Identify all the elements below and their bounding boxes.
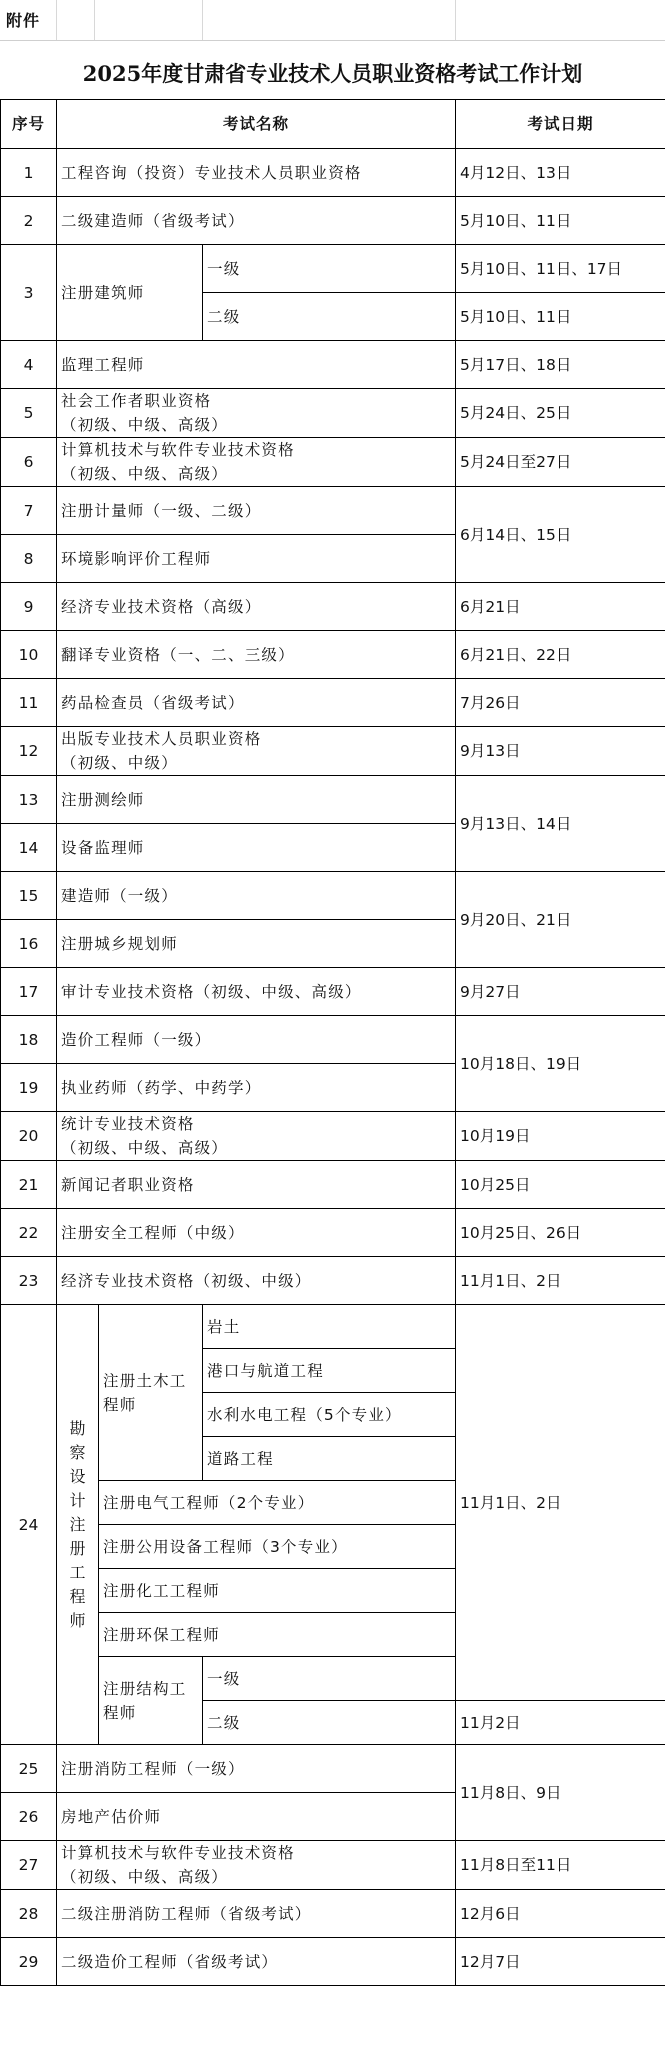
exam-date: 11月2日 xyxy=(456,1701,665,1745)
exam-name: 建造师（一级） xyxy=(57,872,456,920)
category-label: 勘 察 设 计 注 册 工 程 师 xyxy=(57,1305,99,1745)
table-row xyxy=(1,1016,665,1064)
exam-name: 设备监理师 xyxy=(57,824,456,872)
exam-name: 二级建造师（省级考试） xyxy=(57,197,456,245)
table-row xyxy=(1,149,665,197)
exam-specialty: 岩土 xyxy=(203,1305,456,1349)
table-row xyxy=(1,679,665,727)
row-no: 3 xyxy=(1,245,57,341)
row-no: 7 xyxy=(1,487,57,535)
exam-specialty: 港口与航道工程 xyxy=(203,1349,456,1393)
exam-name: 社会工作者职业资格 （初级、中级、高级） xyxy=(57,389,456,438)
exam-date: 6月21日 xyxy=(456,583,665,631)
exam-name: 注册结构工 程师 xyxy=(99,1657,203,1745)
table-row xyxy=(1,245,665,293)
exam-name: 新闻记者职业资格 xyxy=(57,1161,456,1209)
exam-date: 4月12日、13日 xyxy=(456,149,665,197)
exam-name: 注册城乡规划师 xyxy=(57,920,456,968)
header-no: 序号 xyxy=(1,100,57,149)
table-row xyxy=(1,1745,665,1793)
exam-name: 注册安全工程师（中级） xyxy=(57,1209,456,1257)
exam-name: 执业药师（药学、中药学） xyxy=(57,1064,456,1112)
exam-date: 5月10日、11日、17日 xyxy=(456,245,665,293)
exam-name: 注册建筑师 xyxy=(57,245,203,341)
exam-name: 监理工程师 xyxy=(57,341,456,389)
table-row xyxy=(1,1890,665,1938)
header-date: 考试日期 xyxy=(456,100,665,149)
exam-name: 造价工程师（一级） xyxy=(57,1016,456,1064)
exam-date: 9月13日 xyxy=(456,727,665,776)
table-row xyxy=(1,341,665,389)
exam-name: 环境影响评价工程师 xyxy=(57,535,456,583)
row-no: 8 xyxy=(1,535,57,583)
row-no: 17 xyxy=(1,968,57,1016)
exam-date: 5月10日、11日 xyxy=(456,197,665,245)
row-no: 25 xyxy=(1,1745,57,1793)
exam-name: 出版专业技术人员职业资格 （初级、中级） xyxy=(57,727,456,776)
exam-name: 注册电气工程师（2个专业） xyxy=(99,1481,456,1525)
table-row xyxy=(1,1161,665,1209)
row-no: 14 xyxy=(1,824,57,872)
table-row xyxy=(1,1209,665,1257)
row-no: 23 xyxy=(1,1257,57,1305)
exam-date: 7月26日 xyxy=(456,679,665,727)
exam-name: 房地产估价师 xyxy=(57,1793,456,1841)
table-row xyxy=(1,389,665,438)
exam-level: 一级 xyxy=(203,245,456,293)
row-no: 11 xyxy=(1,679,57,727)
attachment-label: 附件 xyxy=(6,11,41,30)
exam-date: 11月8日至11日 xyxy=(456,1841,665,1890)
row-no: 15 xyxy=(1,872,57,920)
table-row xyxy=(1,631,665,679)
row-no: 9 xyxy=(1,583,57,631)
exam-date: 6月21日、22日 xyxy=(456,631,665,679)
exam-date: 11月1日、2日 xyxy=(456,1305,665,1701)
exam-date: 10月25日、26日 xyxy=(456,1209,665,1257)
row-no: 20 xyxy=(1,1112,57,1161)
row-no: 6 xyxy=(1,438,57,487)
row-no: 10 xyxy=(1,631,57,679)
exam-name: 二级造价工程师（省级考试） xyxy=(57,1938,456,1986)
exam-level: 二级 xyxy=(203,1701,456,1745)
exam-date: 10月18日、19日 xyxy=(456,1016,665,1112)
exam-date: 11月8日、9日 xyxy=(456,1745,665,1841)
exam-name: 计算机技术与软件专业技术资格 （初级、中级、高级） xyxy=(57,1841,456,1890)
exam-name: 药品检查员（省级考试） xyxy=(57,679,456,727)
table-row xyxy=(1,1938,665,1986)
row-no: 26 xyxy=(1,1793,57,1841)
exam-name: 注册计量师（一级、二级） xyxy=(57,487,456,535)
exam-date: 5月10日、11日 xyxy=(456,293,665,341)
exam-level: 二级 xyxy=(203,293,456,341)
row-no: 22 xyxy=(1,1209,57,1257)
exam-date: 9月20日、21日 xyxy=(456,872,665,968)
exam-name: 经济专业技术资格（高级） xyxy=(57,583,456,631)
table-row xyxy=(1,776,665,824)
spreadsheet-grid-top xyxy=(0,0,665,41)
exam-name: 注册消防工程师（一级） xyxy=(57,1745,456,1793)
exam-name: 工程咨询（投资）专业技术人员职业资格 xyxy=(57,149,456,197)
row-no: 2 xyxy=(1,197,57,245)
table-row xyxy=(1,968,665,1016)
exam-date: 9月13日、14日 xyxy=(456,776,665,872)
row-no: 28 xyxy=(1,1890,57,1938)
exam-specialty: 水利水电工程（5个专业） xyxy=(203,1393,456,1437)
exam-name: 注册测绘师 xyxy=(57,776,456,824)
exam-date: 11月1日、2日 xyxy=(456,1257,665,1305)
row-no: 18 xyxy=(1,1016,57,1064)
row-no: 29 xyxy=(1,1938,57,1986)
exam-name: 注册化工工程师 xyxy=(99,1569,456,1613)
table-row xyxy=(1,1305,665,1349)
row-no: 13 xyxy=(1,776,57,824)
exam-level: 一级 xyxy=(203,1657,456,1701)
exam-date: 10月25日 xyxy=(456,1161,665,1209)
exam-name: 二级注册消防工程师（省级考试） xyxy=(57,1890,456,1938)
table-row xyxy=(1,1257,665,1305)
row-no: 21 xyxy=(1,1161,57,1209)
exam-schedule-table xyxy=(0,99,665,1986)
exam-date: 5月24日、25日 xyxy=(456,389,665,438)
table-row xyxy=(1,727,665,776)
row-no: 16 xyxy=(1,920,57,968)
table-row xyxy=(1,197,665,245)
table-row xyxy=(1,872,665,920)
row-no: 27 xyxy=(1,1841,57,1890)
table-row xyxy=(1,438,665,487)
header-name: 考试名称 xyxy=(57,100,456,149)
exam-date: 12月7日 xyxy=(456,1938,665,1986)
table-row xyxy=(1,583,665,631)
exam-date: 10月19日 xyxy=(456,1112,665,1161)
exam-name: 注册环保工程师 xyxy=(99,1613,456,1657)
exam-specialty: 道路工程 xyxy=(203,1437,456,1481)
exam-name: 注册公用设备工程师（3个专业） xyxy=(99,1525,456,1569)
row-no: 12 xyxy=(1,727,57,776)
row-no: 19 xyxy=(1,1064,57,1112)
exam-date: 5月24日至27日 xyxy=(456,438,665,487)
exam-date: 5月17日、18日 xyxy=(456,341,665,389)
exam-date: 6月14日、15日 xyxy=(456,487,665,583)
exam-name: 计算机技术与软件专业技术资格 （初级、中级、高级） xyxy=(57,438,456,487)
row-no: 5 xyxy=(1,389,57,438)
exam-name: 注册土木工 程师 xyxy=(99,1305,203,1481)
row-no: 1 xyxy=(1,149,57,197)
document-title: 2025年度甘肃省专业技术人员职业资格考试工作计划 xyxy=(82,61,583,86)
table-header-row xyxy=(1,100,665,149)
exam-name: 审计专业技术资格（初级、中级、高级） xyxy=(57,968,456,1016)
exam-name: 统计专业技术资格 （初级、中级、高级） xyxy=(57,1112,456,1161)
table-row xyxy=(1,487,665,535)
exam-date: 9月27日 xyxy=(456,968,665,1016)
table-row xyxy=(1,1841,665,1890)
row-no: 24 xyxy=(1,1305,57,1745)
table-row xyxy=(1,1112,665,1161)
exam-date: 12月6日 xyxy=(456,1890,665,1938)
exam-name: 翻译专业资格（一、二、三级） xyxy=(57,631,456,679)
row-no: 4 xyxy=(1,341,57,389)
exam-name: 经济专业技术资格（初级、中级） xyxy=(57,1257,456,1305)
